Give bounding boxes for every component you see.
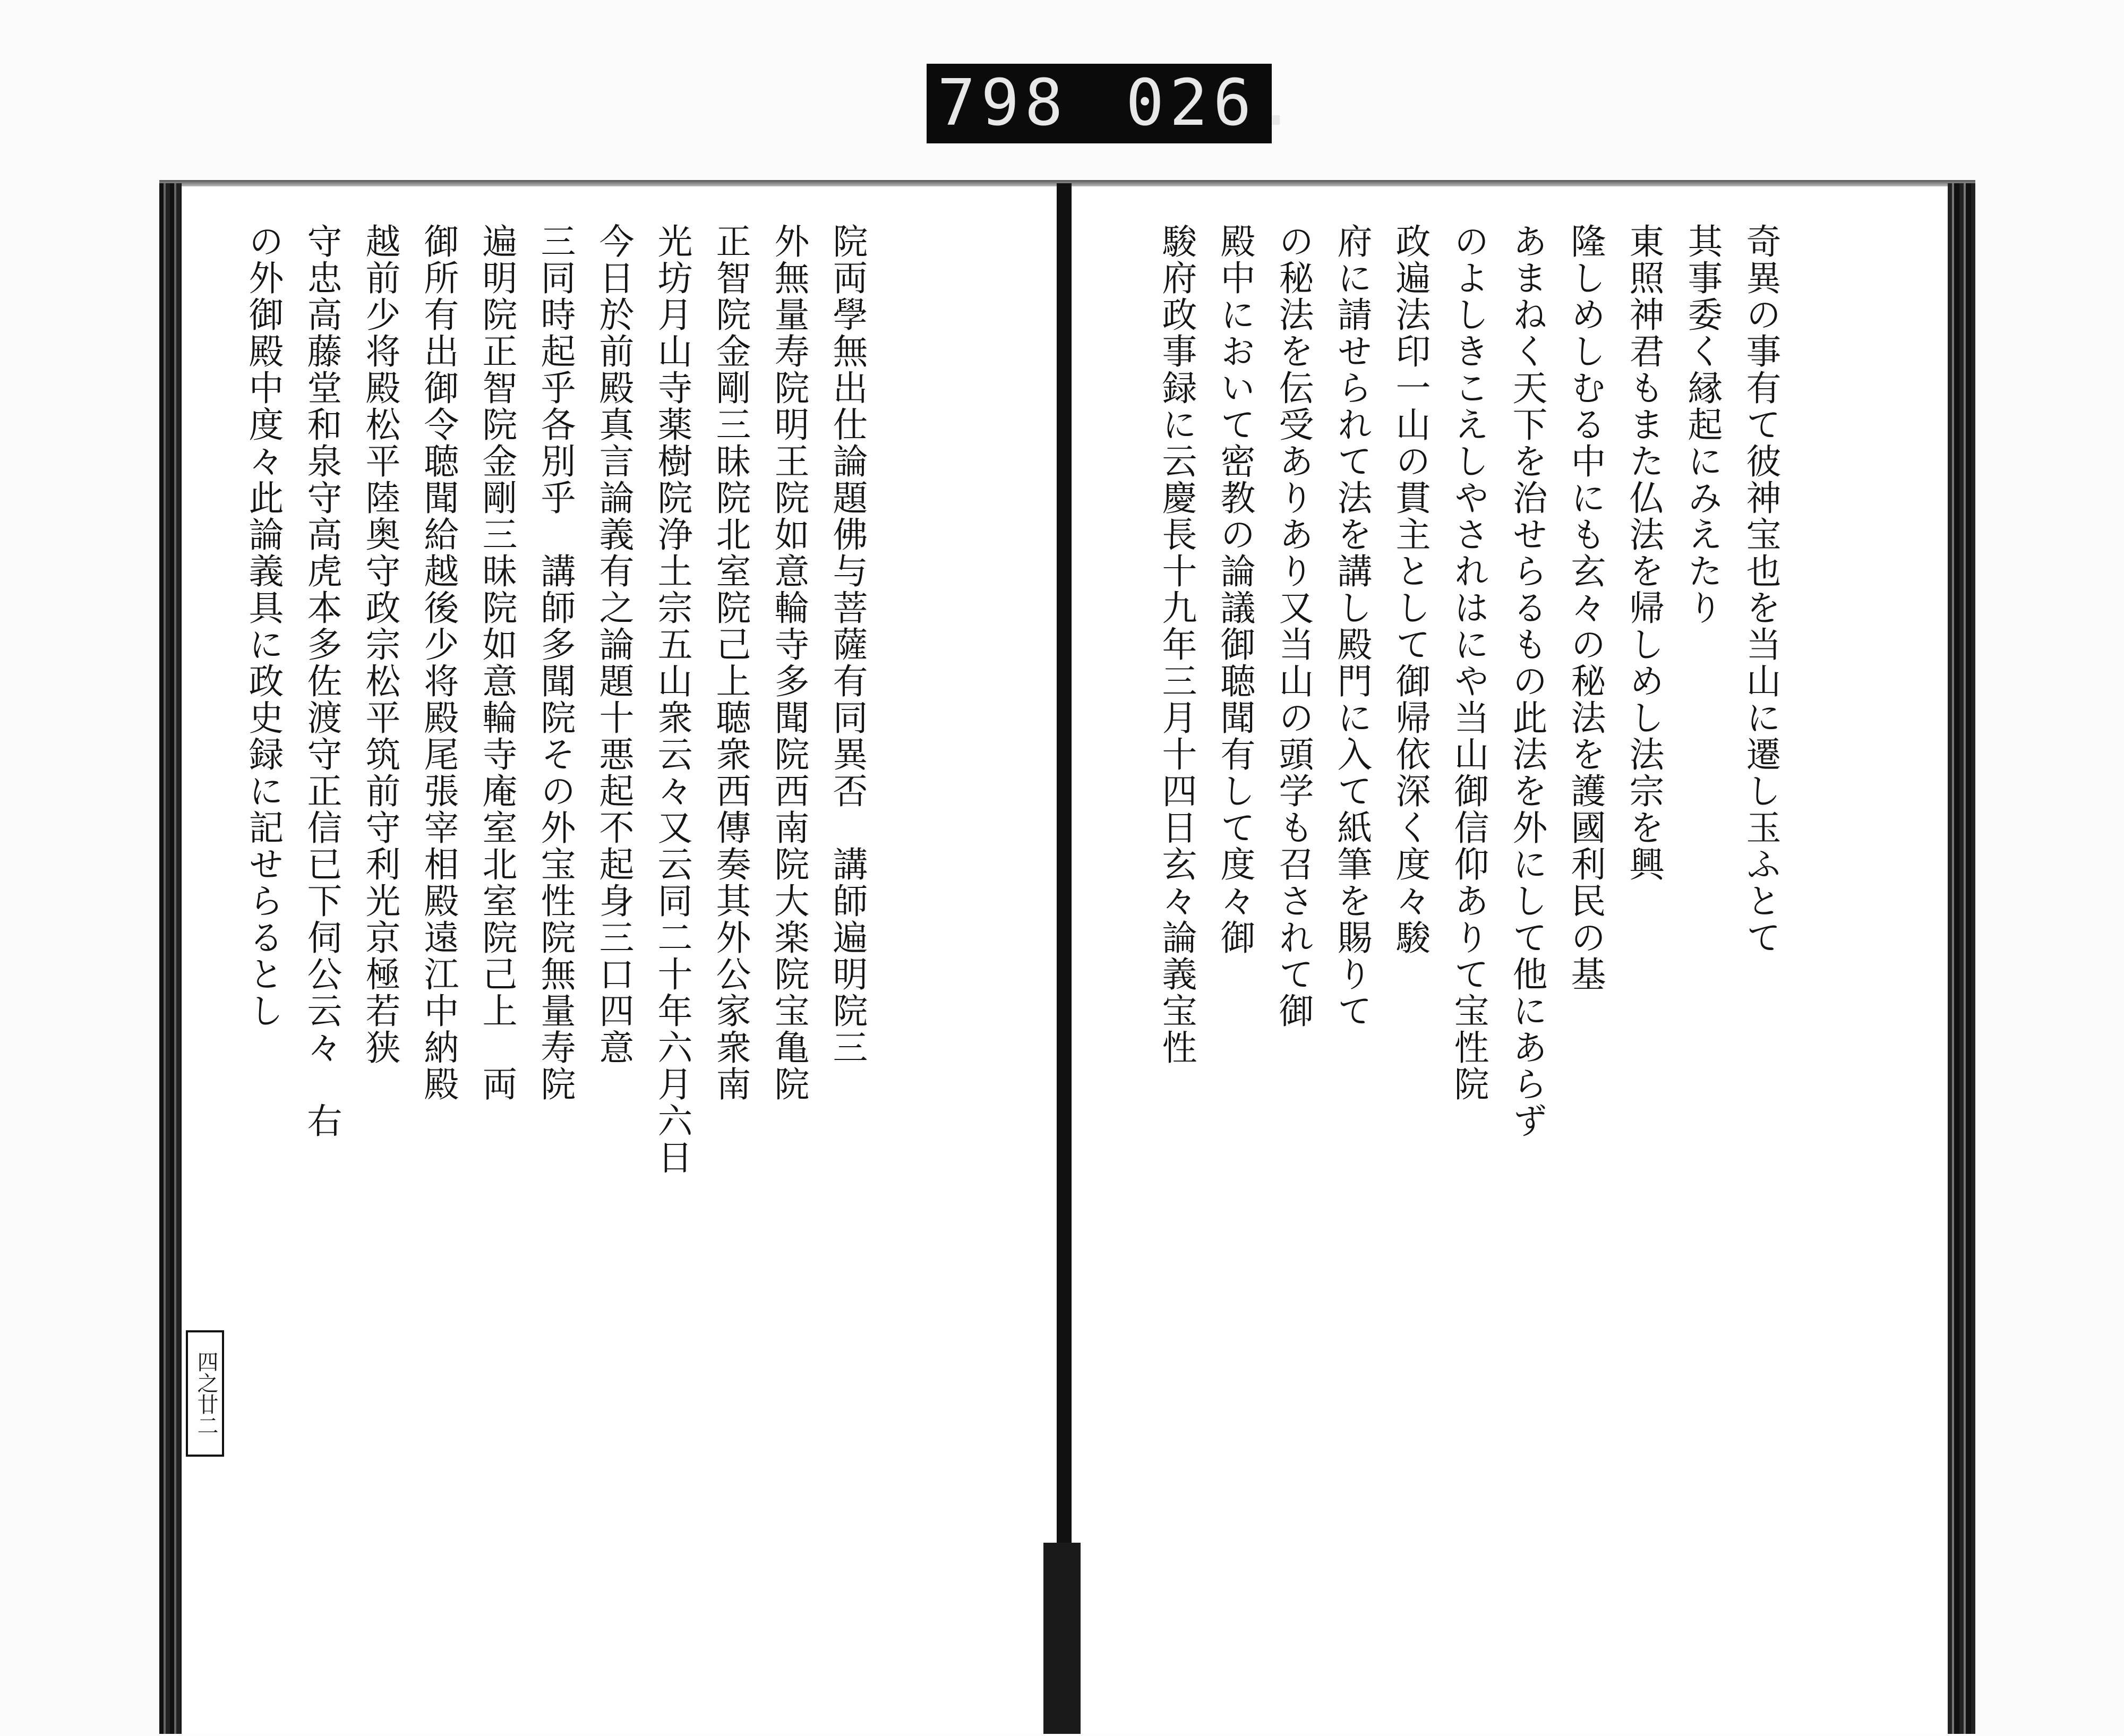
text-column: 外無量寿院明王院如意輪寺多聞院西南院大楽院宝亀院	[768, 223, 809, 1102]
text-column: 隆しめしむる中にも玄々の秘法を護國利民の基	[1565, 223, 1606, 993]
text-column: 三同時起乎各別乎 講師多聞院その外宝性院無量寿院	[535, 223, 576, 1102]
right-page-edges	[1948, 183, 1975, 1734]
text-column: 遍明院正智院金剛三昧院如意輪寺庵室北室院己上 両	[476, 223, 517, 1102]
text-column: 正智院金剛三昧院北室院己上聴衆西傳奏其外公家衆南	[710, 223, 751, 1102]
text-column: のよしきこえしやされはにや当山御信仰ありて宝性院	[1448, 223, 1489, 1102]
text-column: 東照神君もまた仏法を帰しめし法宗を興	[1623, 223, 1664, 883]
left-page-text	[69, 223, 876, 1381]
archive-number-right: 026.	[1126, 66, 1300, 140]
text-column: あまねく天下を治せらるもの此法を外にして他にあらず	[1506, 223, 1547, 1139]
archive-number-left: 798	[937, 66, 1068, 140]
page-number-tag: 四之廿二	[186, 1330, 224, 1457]
text-column: 光坊月山寺薬樹院浄土宗五山衆云々又云同二十年六月六日	[652, 223, 692, 1176]
text-column: の秘法を伝受ありあり又当山の頭学も召されて御	[1273, 223, 1314, 1029]
text-column: の外御殿中度々此論義具に政史録に記せらるとし	[243, 223, 284, 1029]
archive-label	[927, 64, 1300, 143]
text-column: 守忠高藤堂和泉守高虎本多佐渡守正信已下伺公云々 右	[301, 223, 342, 1139]
right-page-text	[966, 223, 1789, 1381]
text-column: 院両學無出仕論題佛与菩薩有同異否 講師遍明院三	[827, 223, 868, 1066]
text-column: 其事委く縁起にみえたり	[1682, 223, 1723, 626]
text-column: 府に請せられて法を講し殿門に入て紙筆を賜りて	[1331, 223, 1372, 1029]
text-column: 駿府政事録に云慶長十九年三月十四日玄々論義宝性	[1156, 223, 1197, 1066]
text-column: 越前少将殿松平陸奥守政宗松平筑前守利光京極若狭	[359, 223, 400, 1066]
text-column: 殿中において密教の論議御聴聞有して度々御	[1214, 223, 1255, 956]
text-column: 今日於前殿真言論義有之論題十悪起不起身三口四意	[593, 223, 634, 1066]
gutter-bookmark	[1043, 1543, 1081, 1734]
text-column: 奇異の事有て彼神宝也を当山に遷し玉ふとて	[1740, 223, 1781, 956]
text-column: 御所有出御令聴聞給越後少将殿尾張宰相殿遠江中納殿	[418, 223, 459, 1102]
text-column: 政遍法印一山の貫主として御帰依深く度々駿	[1390, 223, 1431, 956]
